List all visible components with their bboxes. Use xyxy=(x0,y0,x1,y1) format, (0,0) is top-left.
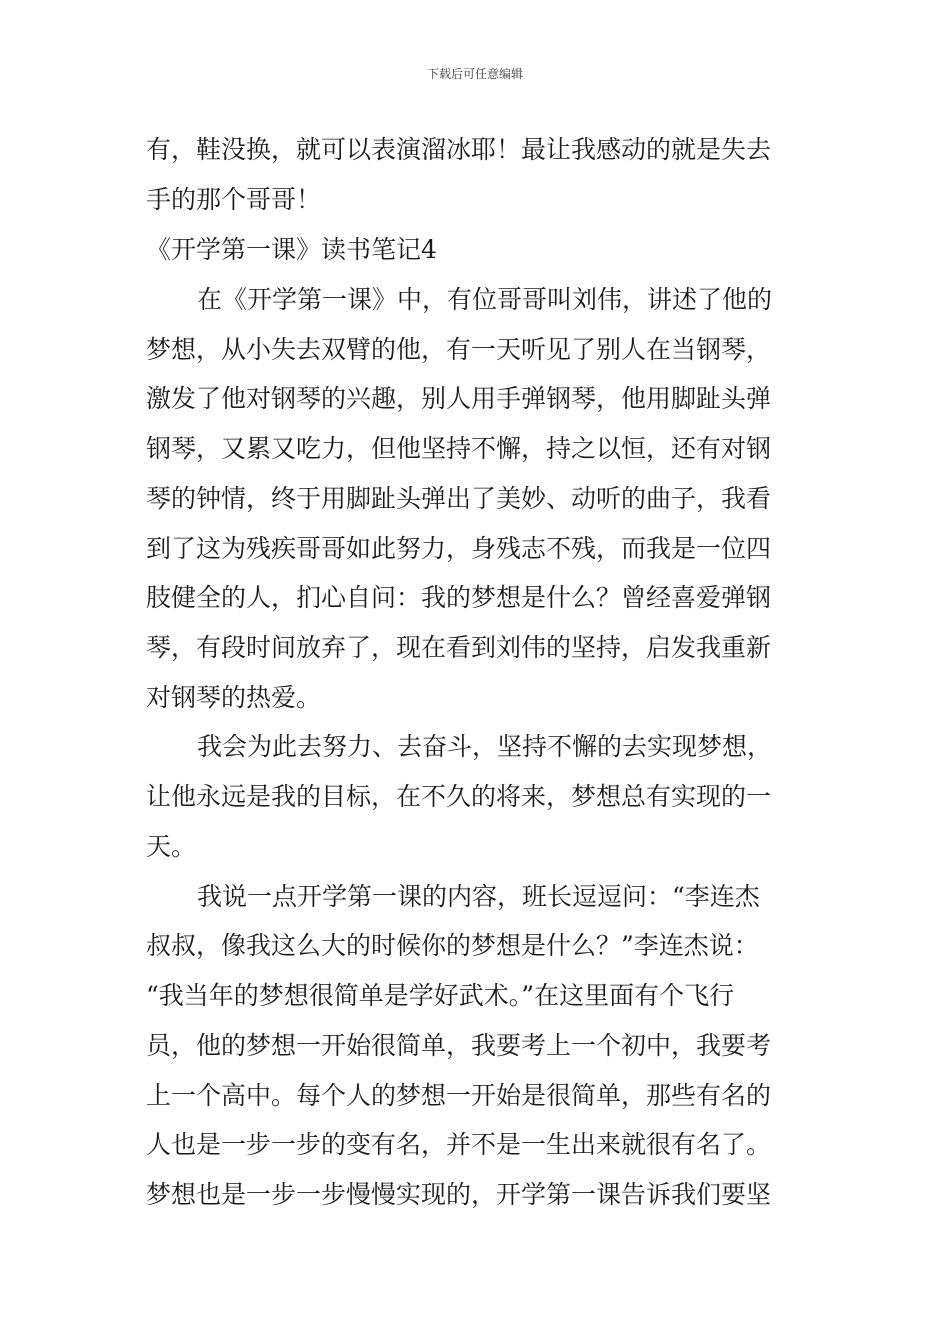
text-line: 我说一点开学第一课的内容，班长逗逗问：“李连杰 xyxy=(197,882,760,911)
text-line: 让他永远是我的目标，在不久的将来，梦想总有实现的一 xyxy=(146,782,772,811)
text-line: 琴，有段时间放弃了，现在看到刘伟的坚持，启发我重新 xyxy=(146,633,772,662)
text-line: 在《开学第一课》中，有位哥哥叫刘伟，讲述了他的 xyxy=(197,285,773,314)
text-line: 叔叔，像我这么大的时候你的梦想是什么？”李连杰说： xyxy=(146,931,759,960)
text-line: 梦想，从小失去双臂的他，有一天听见了别人在当钢琴， xyxy=(146,335,772,364)
text-line: 钢琴，又累又吃力，但他坚持不懈，持之以恒，还有对钢 xyxy=(146,434,772,463)
text-line: 肢健全的人，扪心自问：我的梦想是什么？曾经喜爱弹钢 xyxy=(146,583,772,612)
text-line: 激发了他对钢琴的兴趣，别人用手弹钢琴，他用脚趾头弹 xyxy=(146,384,772,413)
text-line: 到了这为残疾哥哥如此努力，身残志不残，而我是一位四 xyxy=(146,534,772,563)
text-line: 员，他的梦想一开始很简单，我要考上一个初中，我要考 xyxy=(146,1031,772,1060)
section-title: 《开学第一课》读书笔记4 xyxy=(146,235,437,264)
text-line: “我当年的梦想很简单是学好武术。”在这里面有个飞行 xyxy=(146,981,735,1010)
text-line: 手的那个哥哥！ xyxy=(146,185,322,214)
page-header: 下载后可任意编辑 xyxy=(426,67,523,81)
text-line: 人也是一步一步的变有名，并不是一生出来就很有名了。 xyxy=(146,1130,772,1159)
text-line: 我会为此去努力、去奋斗，坚持不懈的去实现梦想， xyxy=(197,732,773,761)
text-line: 上一个高中。每个人的梦想一开始是很简单，那些有名的 xyxy=(146,1081,772,1110)
text-line: 梦想也是一步一步慢慢实现的，开学第一课告诉我们要坚 xyxy=(146,1180,772,1209)
text-line: 有，鞋没换，就可以表演溜冰耶！最让我感动的就是失去 xyxy=(146,135,772,164)
text-line: 天。 xyxy=(146,832,197,861)
text-line: 对钢琴的热爱。 xyxy=(146,683,322,712)
text-line: 琴的钟情，终于用脚趾头弹出了美妙、动听的曲子，我看 xyxy=(146,484,772,513)
